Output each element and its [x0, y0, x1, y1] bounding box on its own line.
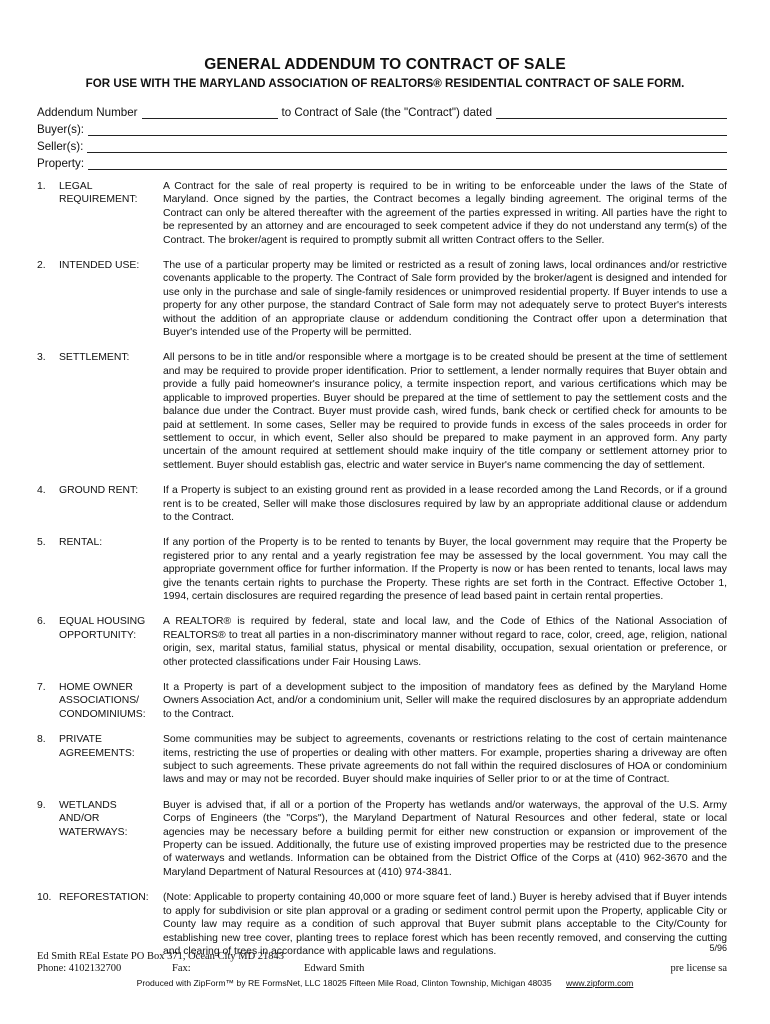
- buyers-field[interactable]: [88, 123, 727, 136]
- property-label: Property:: [37, 157, 85, 170]
- addendum-number-label: Addendum Number: [37, 106, 138, 119]
- agent-name: Edward Smith: [304, 963, 365, 974]
- sellers-label: Seller(s):: [37, 140, 84, 153]
- office-phone: Phone: 4102132700: [37, 963, 122, 974]
- section-body: (Note: Applicable to property containing 40,000 or more square feet of land.) Buyer is hereby advised that if Buyer intends to apply for subdivision or site plan approval or a grading or sediment control permit upon the Property, applicable City or County law may require as a condition of such approval that Buyer submit plans acceptable to the City/County for establishing new tree cover, planting trees to replace forest which has been recently removed, and conserving the cutting and clearing of trees in accordance with applicable laws and regulations.: [163, 892, 727, 957]
- addendum-sections: [37, 180, 727, 970]
- buyers-label: Buyer(s):: [37, 123, 85, 136]
- section-body: A REALTOR® is required by federal, state and local law, and the Code of Ethics of the National Association of REALTORS® to treat all parties in a non-discriminatory manner without regard to race, color, creed, age, religion, national origin, sex, marital status, familial status, physical or mental disability, occupation, sexual orientation or preference, or other protected classifications under Fair Housing Laws.: [163, 616, 727, 668]
- produced-by-text: Produced with ZipForm™ by RE FormsNet, LLC 18025 Fifteen Mile Road, Clinton Township, Michigan 48035: [136, 978, 552, 988]
- section-number: 4.: [37, 485, 46, 497]
- section-body: Buyer is advised that, if all or a portion of the Property has wetlands and/or waterways, the approval of the U.S. Army Corps of Engineers (the "Corps"), the Maryland Department of Natural Resources and other federal, state or local agencies may be necessary before a building permit for either new construction or expansion or improvement of the Property can be issued. Additionally, the future use of existing improved properties may be restricted due to the presence of waterways and wetlands. Information can be obtained from the District Office of the Corps at (410) 962-3670 and the Maryland Department of Natural Resources at (410) 974-3841.: [163, 799, 727, 878]
- section-heading: EQUAL HOUSING OPPORTUNITY:: [59, 616, 146, 641]
- section-home-owner-associations: [37, 681, 727, 721]
- section-heading: GROUND RENT:: [59, 485, 139, 497]
- section-number: 5.: [37, 537, 46, 549]
- section-number: 1.: [37, 181, 46, 192]
- zipform-link[interactable]: www.zipform.com: [565, 978, 634, 988]
- header-fields: [37, 102, 727, 170]
- section-number: 6.: [37, 616, 46, 628]
- office-address: Ed Smith REal Estate PO Box 371, Ocean City MD 21843: [37, 951, 285, 962]
- section-body: If any portion of the Property is to be rented to tenants by Buyer, the local government may require that the Property be registered prior to any rental and a yearly registration fee may be assessed by the local government. You may call the appropriate government office for further information. If the Property is now or has been rented to tenants, local laws may give the tenants certain rights to purchase the Property. These rights are set forth in the Contract. Effective October 1, 1994, certain disclosures are required regarding the presence of lead based paint in certain rental properties.: [163, 537, 727, 602]
- contract-dated-label: to Contract of Sale (the "Contract") dated: [281, 106, 493, 119]
- section-number: 3.: [37, 352, 46, 364]
- section-reforestation: [37, 891, 727, 958]
- contract-date-field[interactable]: [496, 106, 727, 119]
- section-number: 10.: [37, 892, 52, 904]
- section-heading: LEGAL REQUIREMENT:: [59, 181, 138, 206]
- document-title: GENERAL ADDENDUM TO CONTRACT OF SALE: [204, 56, 566, 73]
- section-legal-requirement: [37, 180, 727, 247]
- section-rental: [37, 536, 727, 603]
- document-subtitle: FOR USE WITH THE MARYLAND ASSOCIATION OF REALTORS® RESIDENTIAL CONTRACT OF SALE FORM.: [85, 77, 685, 90]
- section-heading: RENTAL:: [59, 537, 103, 549]
- section-equal-housing: [37, 615, 727, 669]
- section-body: If a Property is subject to an existing ground rent as provided in a lease recorded among the Land Records, or if a ground rent is to be created, Seller will make those disclosures required by law by an appropriate additional clause or addendum to the Contract.: [163, 485, 727, 523]
- section-body: Some communities may be subject to agreements, covenants or restrictions relating to the cost of certain maintenance items, restricting the use of properties or dealing with other matters. For example, properties sharing a driveway are often subject to such agreements. These private agreements do not fall within the required disclosures of HOA or condominium laws and may or may not be recorded. Buyer should make inquiries of Seller prior to or at the time of Contract.: [163, 734, 727, 786]
- section-heading: REFORESTATION:: [59, 892, 149, 904]
- property-row: [37, 153, 727, 170]
- sellers-row: [37, 136, 727, 153]
- addendum-number-row: [37, 102, 727, 119]
- section-settlement: [37, 351, 727, 472]
- section-body: It a Property is part of a development subject to the imposition of mandatory fees as defined by the Maryland Home Owners Association Act, and/or a condominium unit, Seller will make the required disclosures by an appropriate addendum to the Contract.: [163, 682, 727, 720]
- section-number: 2.: [37, 260, 46, 272]
- addendum-number-field[interactable]: [142, 106, 278, 119]
- section-intended-use: [37, 259, 727, 339]
- buyers-row: [37, 119, 727, 136]
- section-heading: SETTLEMENT:: [59, 352, 130, 364]
- section-wetlands: [37, 799, 727, 879]
- section-number: 7.: [37, 682, 46, 693]
- section-heading: WETLANDS AND/OR WATERWAYS:: [59, 799, 128, 838]
- section-heading: PRIVATE AGREEMENTS:: [59, 734, 135, 759]
- section-body: A Contract for the sale of real property is required to be in writing to be enforceable under the laws of the State of Maryland. Once signed by the parties, the Contract becomes a legally binding agreement. The original terms of the Contract can only be altered thereafter with the agreement of the parties expressed in writing. All parties have the right to be represented by an attorney and are encouraged to seek competent advice if they do not understand any term(s) of the Contract. The broker/agent is required to promptly submit all written Contract offers to the Seller.: [163, 181, 727, 246]
- section-body: All persons to be in title and/or responsible where a mortgage is to be created should be present at the time of settlement and may be required to provide proper identification. Prior to settlement, a lender normally requires that Buyer obtain and provide a fully paid homeowner's insurance policy, a termite inspection report, and various certifications which may be applicable to improved properties. Buyer should be prepared at the time of settlement to pay the settlement costs and the balance due under the Contract. Buyer must provide cash, wired funds, bank check or certified check for amounts to be paid at settlement. In some cases, Seller may be required to provide funds in excess of the sales proceeds in order for settlement to occur, in which event, Seller also should be prepared to make payment in an approved form. Any party uncertain of the amount required at settlement should make inquiry of the title company or settlement attorney prior to settlement. Buyer should establish gas, electric and water service in Buyer's name commencing the day of settlement.: [163, 352, 727, 471]
- produced-by-line: [0, 978, 770, 988]
- form-name: pre license sa: [670, 963, 727, 974]
- revision-date: 5/96: [709, 943, 727, 953]
- section-heading: INTENDED USE:: [59, 260, 140, 272]
- section-number: 9.: [37, 799, 46, 811]
- sellers-field[interactable]: [87, 140, 727, 153]
- office-fax: Fax:: [172, 963, 191, 974]
- section-private-agreements: [37, 733, 727, 787]
- section-ground-rent: [37, 484, 727, 524]
- property-field[interactable]: [88, 157, 727, 170]
- section-heading: HOME OWNER ASSOCIATIONS/ CONDOMINIUMS:: [59, 682, 146, 720]
- section-number: 8.: [37, 734, 46, 746]
- section-body: The use of a particular property may be limited or restricted as a result of zoning laws, local ordinances and/or restrictive covenants applicable to the property. The Contract of Sale form provided by the broker/agent is designed and intended for use only in the purchase and sale of single-family residences or unimproved residential property. If Buyer intends to use a property for any other purpose, the standard Contract of Sale form may not adequately serve to protect Buyer's interests without the addition of an appropriate clause or addendum conditioning the Contract offer upon a determination that Buyer's intended use of the Property will be permitted.: [163, 260, 727, 339]
